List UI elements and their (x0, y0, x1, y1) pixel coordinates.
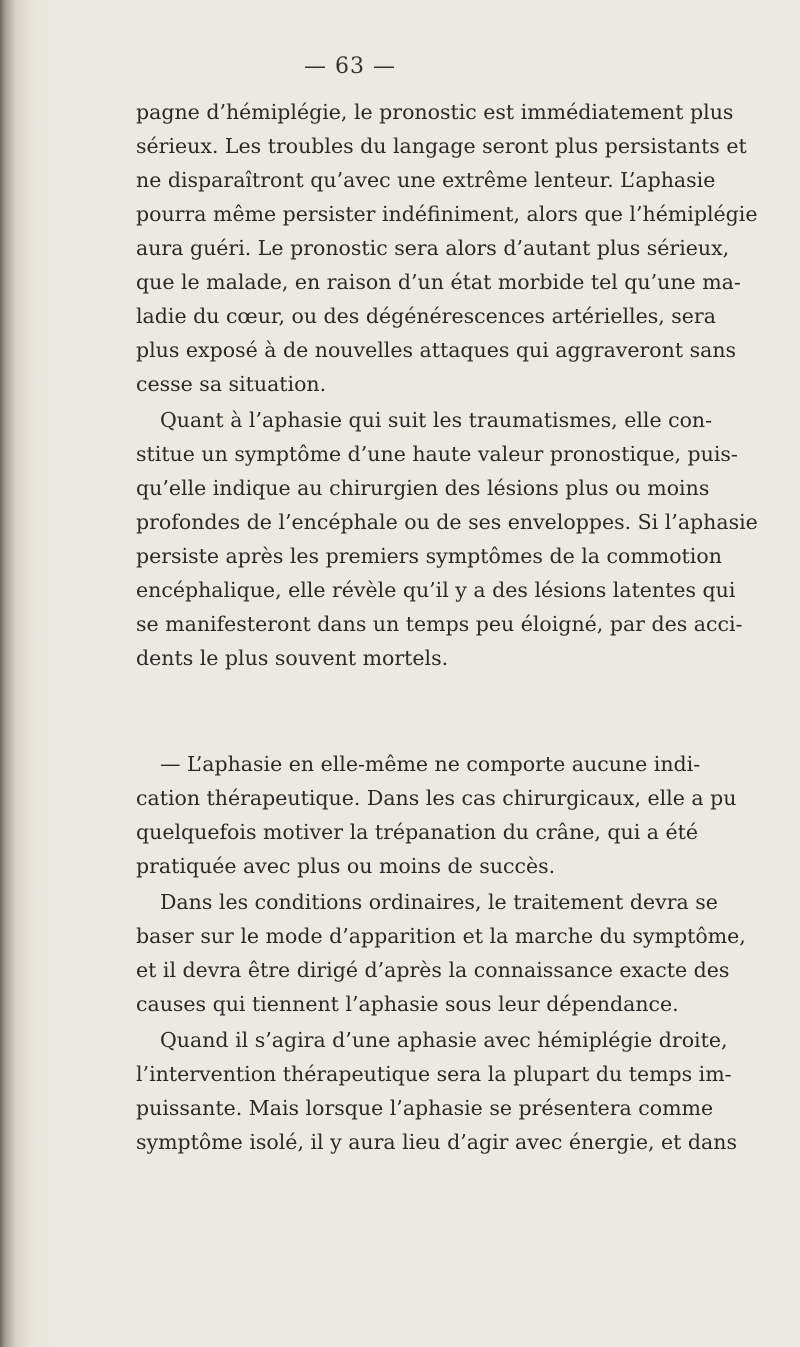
text-line: profondes de l’encéphale ou de ses enveloppes. Si l’aphasie (136, 510, 758, 534)
page-number: — 63 — (304, 54, 396, 79)
text-line: cation thérapeutique. Dans les cas chirurgicaux, elle a pu (136, 786, 737, 810)
text-line: pourra même persister indéfiniment, alors que l’hémiplégie (136, 202, 758, 226)
text-line: ladie du cœur, ou des dégénérescences artérielles, sera (136, 304, 716, 328)
text-line: ne disparaîtront qu’avec une extrême lenteur. L’aphasie (136, 168, 716, 192)
text-line: — L’aphasie en elle-même ne comporte aucune indi- (160, 752, 701, 776)
text-line: Quand il s’agira d’une aphasie avec hémiplégie droite, (160, 1028, 728, 1052)
text-line: stitue un symptôme d’une haute valeur pronostique, puis- (136, 442, 738, 466)
text-line: cesse sa situation. (136, 372, 327, 396)
text-line: Dans les conditions ordinaires, le traitement devra se (160, 890, 718, 914)
text-line: encéphalique, elle révèle qu’il y a des lésions latentes qui (136, 578, 736, 602)
text-line: qu’elle indique au chirurgien des lésions plus ou moins (136, 476, 710, 500)
text-line: causes qui tiennent l’aphasie sous leur dépendance. (136, 992, 679, 1016)
text-line: persiste après les premiers symptômes de la commotion (136, 544, 722, 568)
text-line: dents le plus souvent mortels. (136, 646, 449, 670)
text-line: Quant à l’aphasie qui suit les traumatismes, elle con- (160, 408, 713, 432)
text-line: sérieux. Les troubles du langage seront plus persistants et (136, 134, 747, 158)
text-line: puissante. Mais lorsque l’aphasie se présentera comme (136, 1096, 714, 1120)
text-line: plus exposé à de nouvelles attaques qui aggraveront sans (136, 338, 737, 362)
text-line: quelquefois motiver la trépanation du crâne, qui a été (136, 820, 699, 844)
text-line: se manifesteront dans un temps peu éloigné, par des acci- (136, 612, 743, 636)
text-line: et il devra être dirigé d’après la connaissance exacte des (136, 958, 730, 982)
text-line: l’intervention thérapeutique sera la plupart du temps im- (136, 1062, 732, 1086)
text-line: symptôme isolé, il y aura lieu d’agir avec énergie, et dans (136, 1130, 737, 1154)
text-line: que le malade, en raison d’un état morbide tel qu’une ma- (136, 270, 741, 294)
text-line: pagne d’hémiplégie, le pronostic est immédiatement plus (136, 100, 734, 124)
text-line: baser sur le mode d’apparition et la marche du symptôme, (136, 924, 746, 948)
text-line: pratiquée avec plus ou moins de succès. (136, 854, 556, 878)
text-line: aura guéri. Le pronostic sera alors d’autant plus sérieux, (136, 236, 730, 260)
